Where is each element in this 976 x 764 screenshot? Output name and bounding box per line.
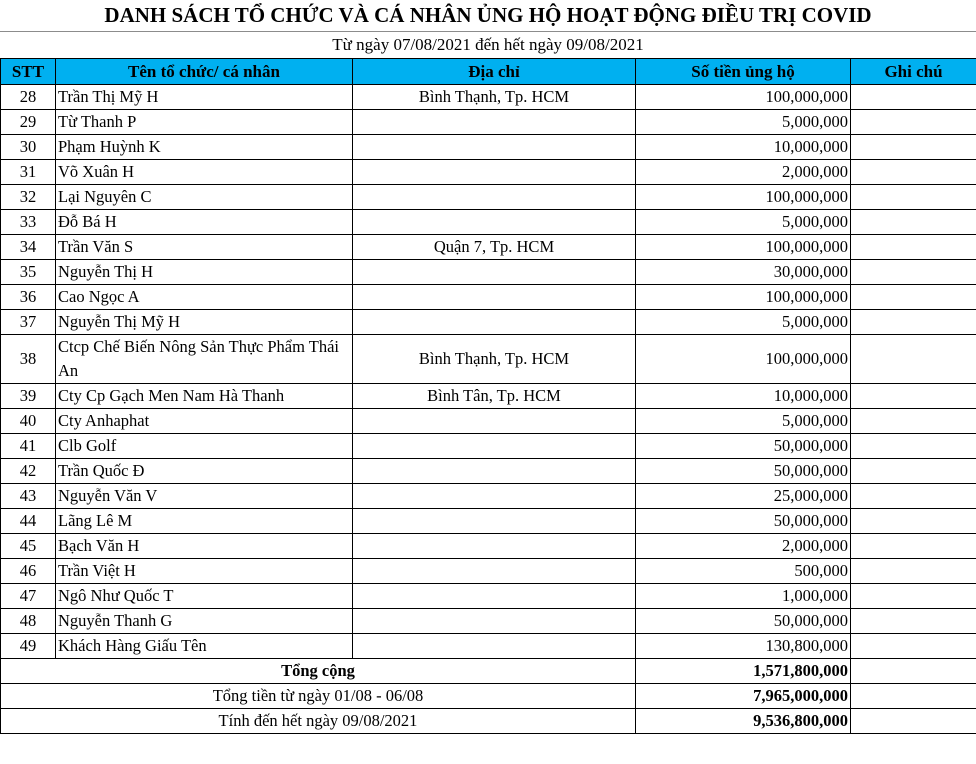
name-cell: Khách Hàng Giấu Tên [56,633,353,658]
amount-cell: 10,000,000 [636,135,851,160]
name-cell: Lãng Lê M [56,508,353,533]
address-cell [353,408,636,433]
table-footer [1,658,976,733]
note-cell [851,235,976,260]
amount-cell: 50,000,000 [636,608,851,633]
name-cell: Clb Golf [56,433,353,458]
address-cell [353,483,636,508]
amount-cell: 5,000,000 [636,210,851,235]
donation-table [0,58,976,734]
col-header-name: Tên tổ chức/ cá nhân [56,59,353,85]
page-title: DANH SÁCH TỔ CHỨC VÀ CÁ NHÂN ỦNG HỘ HOẠT ĐỘNG ĐIỀU TRỊ COVID [0,0,976,32]
address-cell [353,185,636,210]
stt-cell: 36 [1,285,56,310]
amount-cell: 25,000,000 [636,483,851,508]
name-cell: Ngô Như Quốc T [56,583,353,608]
table-row [1,85,976,110]
address-cell: Bình Thạnh, Tp. HCM [353,335,636,384]
stt-cell: 43 [1,483,56,508]
stt-cell: 41 [1,433,56,458]
note-cell [851,508,976,533]
summary-row [1,658,976,683]
table-row [1,110,976,135]
table-row [1,433,976,458]
summary-row [1,683,976,708]
stt-cell: 42 [1,458,56,483]
name-cell: Trần Thị Mỹ H [56,85,353,110]
stt-cell: 33 [1,210,56,235]
summary-amount-cell: 7,965,000,000 [636,683,851,708]
table-row [1,260,976,285]
note-cell [851,408,976,433]
note-cell [851,583,976,608]
amount-cell: 1,000,000 [636,583,851,608]
note-cell [851,135,976,160]
amount-cell: 10,000,000 [636,383,851,408]
stt-cell: 45 [1,533,56,558]
address-cell [353,210,636,235]
note-cell [851,558,976,583]
name-cell: Võ Xuân H [56,160,353,185]
amount-cell: 5,000,000 [636,110,851,135]
table-row [1,285,976,310]
stt-cell: 39 [1,383,56,408]
address-cell [353,135,636,160]
note-cell [851,160,976,185]
name-cell: Nguyễn Văn V [56,483,353,508]
stt-cell: 31 [1,160,56,185]
amount-cell: 100,000,000 [636,335,851,384]
amount-cell: 100,000,000 [636,235,851,260]
amount-cell: 2,000,000 [636,533,851,558]
name-cell: Trần Văn S [56,235,353,260]
table-row [1,383,976,408]
note-cell [851,310,976,335]
table-row [1,210,976,235]
table-row [1,408,976,433]
summary-label-cell: Tổng tiền từ ngày 01/08 - 06/08 [1,683,636,708]
amount-cell: 2,000,000 [636,160,851,185]
note-cell [851,85,976,110]
name-cell: Bạch Văn H [56,533,353,558]
note-cell [851,383,976,408]
address-cell [353,608,636,633]
summary-label-cell: Tổng cộng [1,658,636,683]
summary-note-cell [851,708,976,733]
header-row [1,59,976,85]
stt-cell: 49 [1,633,56,658]
name-cell: Nguyễn Thanh G [56,608,353,633]
address-cell [353,508,636,533]
amount-cell: 5,000,000 [636,408,851,433]
address-cell [353,533,636,558]
address-cell: Quận 7, Tp. HCM [353,235,636,260]
note-cell [851,260,976,285]
name-cell: Nguyễn Thị Mỹ H [56,310,353,335]
note-cell [851,483,976,508]
stt-cell: 48 [1,608,56,633]
address-cell [353,160,636,185]
date-range-subtitle: Từ ngày 07/08/2021 đến hết ngày 09/08/2021 [332,35,644,54]
stt-cell: 44 [1,508,56,533]
name-cell: Trần Việt H [56,558,353,583]
note-cell [851,210,976,235]
table-row [1,583,976,608]
summary-label-cell: Tính đến hết ngày 09/08/2021 [1,708,636,733]
table-row [1,310,976,335]
amount-cell: 500,000 [636,558,851,583]
address-cell [353,558,636,583]
summary-note-cell [851,683,976,708]
address-cell [353,583,636,608]
address-cell: Bình Tân, Tp. HCM [353,383,636,408]
stt-cell: 34 [1,235,56,260]
summary-amount-cell: 1,571,800,000 [636,658,851,683]
stt-cell: 29 [1,110,56,135]
note-cell [851,335,976,384]
address-cell [353,310,636,335]
amount-cell: 50,000,000 [636,508,851,533]
note-cell [851,110,976,135]
note-cell [851,533,976,558]
amount-cell: 50,000,000 [636,458,851,483]
amount-cell: 130,800,000 [636,633,851,658]
amount-cell: 100,000,000 [636,185,851,210]
note-cell [851,608,976,633]
col-header-stt: STT [1,59,56,85]
name-cell: Cao Ngọc A [56,285,353,310]
table-row [1,633,976,658]
amount-cell: 100,000,000 [636,85,851,110]
table-row [1,533,976,558]
address-cell [353,458,636,483]
name-cell: Đỗ Bá H [56,210,353,235]
address-cell [353,433,636,458]
col-header-address: Địa chỉ [353,59,636,85]
col-header-amount: Số tiền ủng hộ [636,59,851,85]
stt-cell: 38 [1,335,56,384]
name-cell: Cty Cp Gạch Men Nam Hà Thanh [56,383,353,408]
table-row [1,135,976,160]
table-row [1,458,976,483]
name-cell: Nguyễn Thị H [56,260,353,285]
stt-cell: 46 [1,558,56,583]
table-row [1,160,976,185]
name-cell: Từ Thanh P [56,110,353,135]
note-cell [851,185,976,210]
note-cell [851,433,976,458]
table-row [1,508,976,533]
note-cell [851,458,976,483]
name-cell: Trần Quốc Đ [56,458,353,483]
stt-cell: 35 [1,260,56,285]
stt-cell: 37 [1,310,56,335]
table-body [1,85,976,659]
amount-cell: 50,000,000 [636,433,851,458]
table-row [1,558,976,583]
name-cell: Lại Nguyên C [56,185,353,210]
name-cell: Cty Anhaphat [56,408,353,433]
address-cell [353,633,636,658]
name-cell: Ctcp Chế Biến Nông Sản Thực Phẩm Thái An [56,335,353,384]
table-row [1,608,976,633]
note-cell [851,285,976,310]
stt-cell: 28 [1,85,56,110]
note-cell [851,633,976,658]
table-row [1,335,976,384]
stt-cell: 40 [1,408,56,433]
summary-note-cell [851,658,976,683]
amount-cell: 100,000,000 [636,285,851,310]
col-header-note: Ghi chú [851,59,976,85]
address-cell: Bình Thạnh, Tp. HCM [353,85,636,110]
stt-cell: 30 [1,135,56,160]
table-row [1,185,976,210]
stt-cell: 32 [1,185,56,210]
amount-cell: 30,000,000 [636,260,851,285]
summary-row [1,708,976,733]
amount-cell: 5,000,000 [636,310,851,335]
name-cell: Phạm Huỳnh K [56,135,353,160]
address-cell [353,110,636,135]
summary-amount-cell: 9,536,800,000 [636,708,851,733]
table-row [1,235,976,260]
address-cell [353,260,636,285]
stt-cell: 47 [1,583,56,608]
table-row [1,483,976,508]
address-cell [353,285,636,310]
